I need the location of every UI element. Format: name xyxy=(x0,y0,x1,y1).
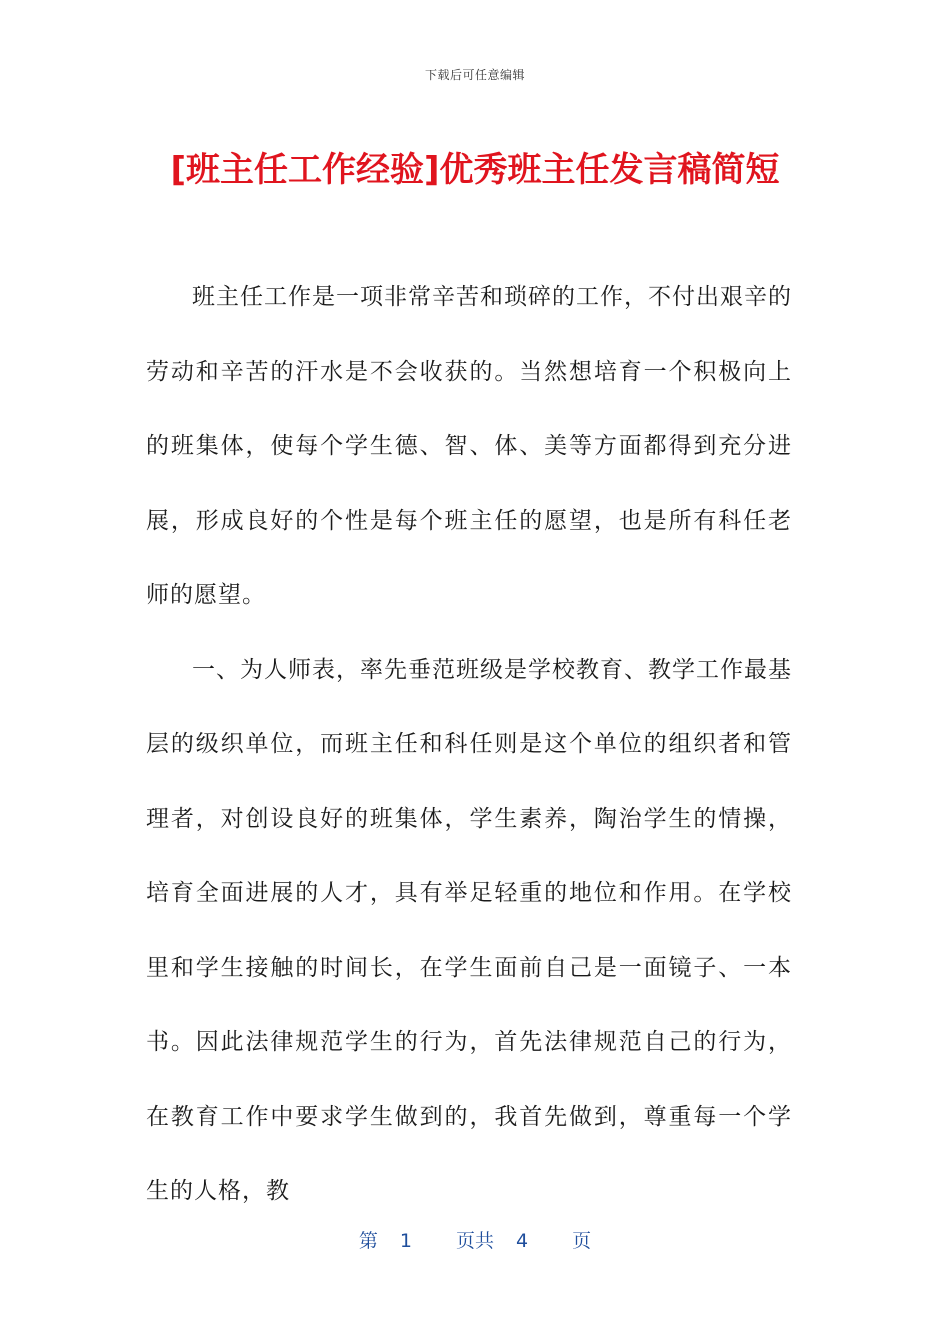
document-body xyxy=(146,260,792,1229)
footer-total-pages: 4 xyxy=(516,1230,529,1252)
header-note: 下载后可任意编辑 xyxy=(424,68,525,82)
document-title: [班主任工作经验]优秀班主任发言稿简短 xyxy=(170,150,780,190)
footer-suffix: 页 xyxy=(572,1230,592,1252)
footer-prefix: 第 xyxy=(358,1230,378,1252)
page-footer xyxy=(0,1226,950,1253)
footer-middle: 页共 xyxy=(455,1230,494,1252)
footer-current-page: 1 xyxy=(399,1230,412,1252)
paragraph-intro: 班主任工作是一项非常辛苦和琐碎的工作，不付出艰辛的劳动和辛苦的汗水是不会收获的。当然想培育一个积极向上的班集体，使每个学生德、智、体、美等方面都得到充分进展，形成良好的个性是每个班主任的愿望，也是所有科任老师的愿望。 xyxy=(146,284,792,608)
paragraph-section-one: 一、为人师表，率先垂范班级是学校教育、教学工作最基层的级织单位，而班主任和科任则是这个单位的组织者和管理者，对创设良好的班集体，学生素养，陶治学生的情操，培育全面进展的人才，具有举足轻重的地位和作用。在学校里和学生接触的时间长，在学生面前自己是一面镜子、一本书。因此法律规范学生的行为，首先法律规范自己的行为，在教育工作中要求学生做到的，我首先做到，尊重每一个学生的人格，教 xyxy=(146,656,792,1204)
